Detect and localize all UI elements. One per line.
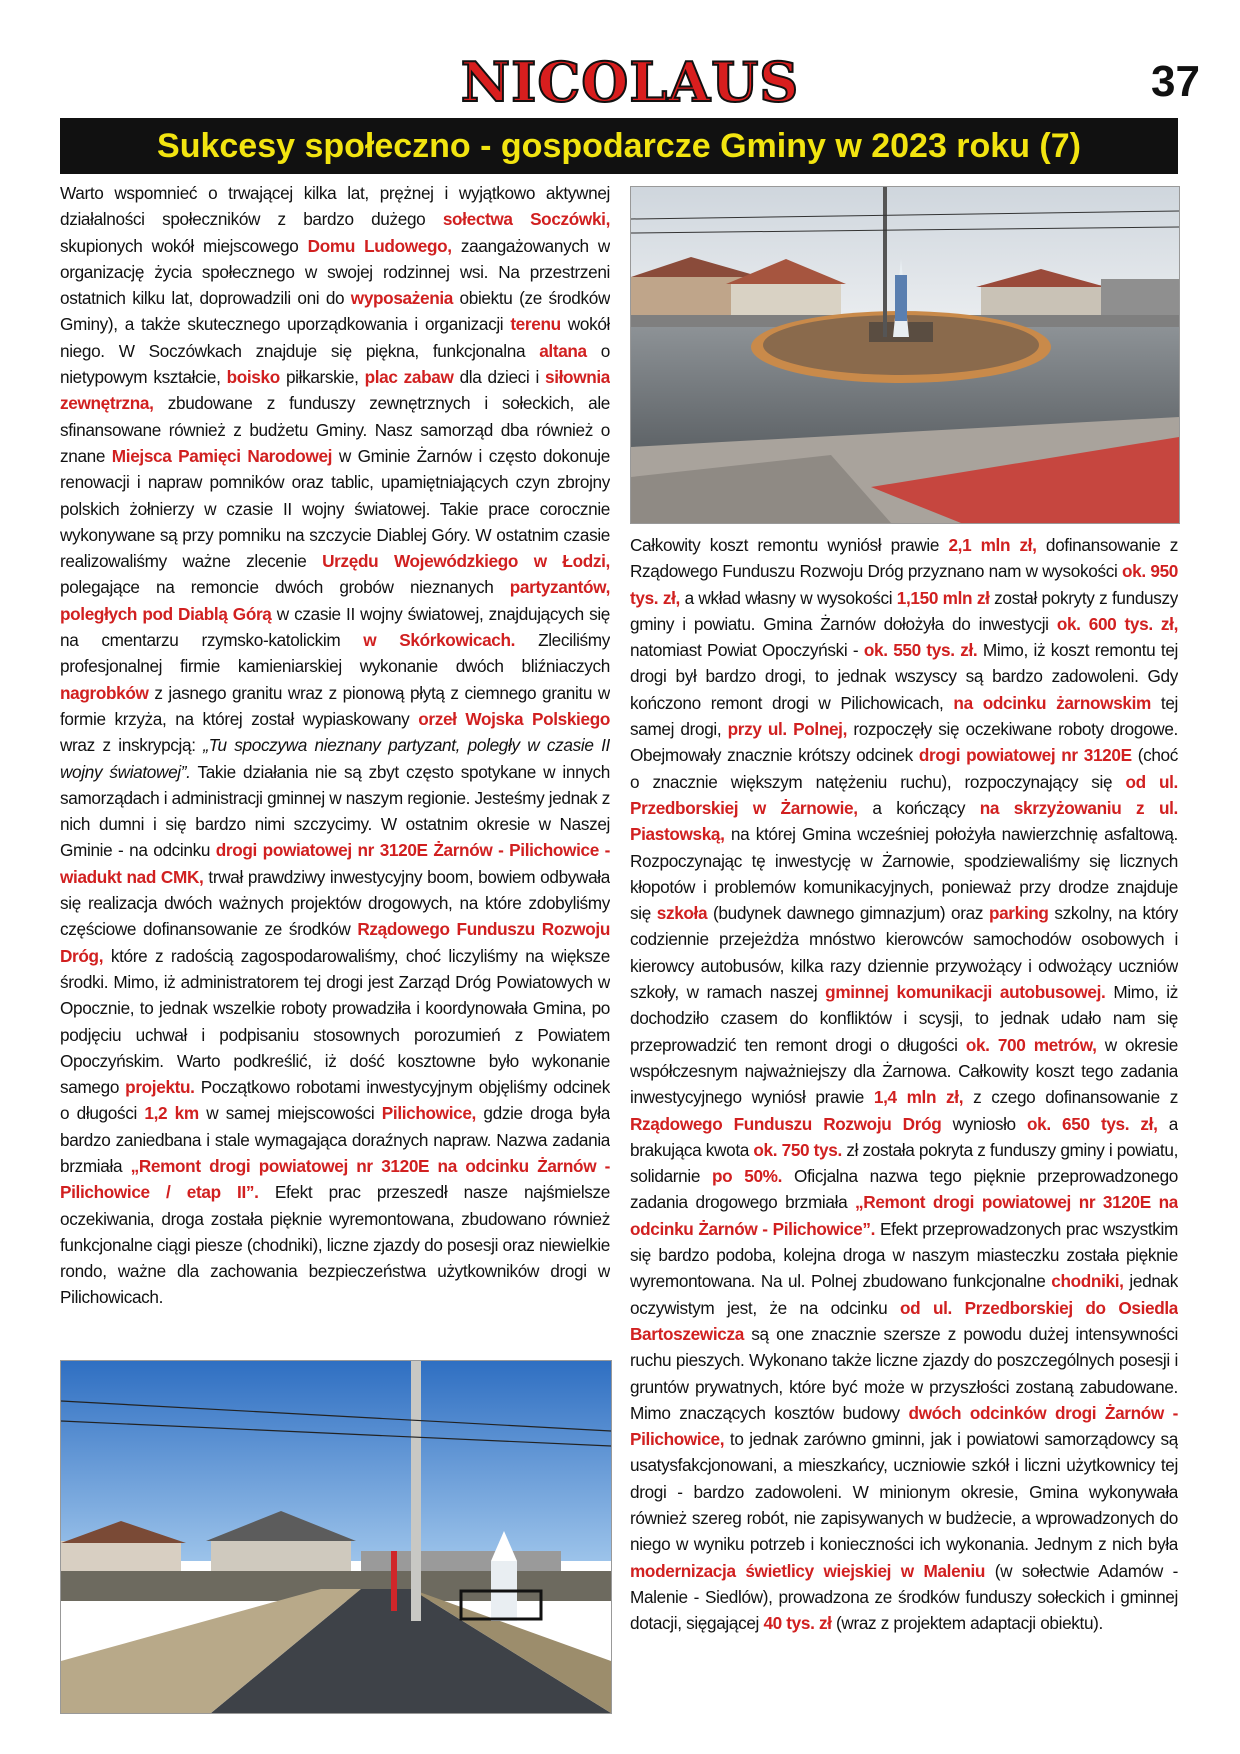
highlighted-text: boisko [226,367,280,388]
body-text: został pokryty z funduszy gminy i powiatu. Gmina Żarnów dołożyła do inwestycji [630,587,1178,634]
body-text: w Gminie Żarnów i często dokonuje renowacji i napraw pomników oraz tablic, upamiętniających czyn zbrojny polskich żołnierzy w czasie II wojny światowej. Takie prace corocznie wykonywane są przy pomniku na szczycie Diablej Góry. W ostatnim czasie realizowaliśmy ważne zlecenie [60,445,610,572]
highlighted-text: terenu [510,314,561,335]
body-text: piłkarskie, [279,367,365,388]
highlighted-text: siłownia zewnętrzna, [60,367,610,414]
italic-quote: „Tu spoczywa nieznany partyzant, poległy w czasie II wojny światowej”. [60,735,610,782]
highlighted-text: ok. 650 tys. zł, [1027,1113,1158,1134]
body-text: rozpoczęły się oczekiwane roboty drogowe. Obejmowały znacznie krótszy odcinek [630,719,1178,766]
highlighted-text: 1,2 km [144,1103,199,1124]
highlighted-text: Pilichowice, [381,1103,476,1124]
highlighted-text: drogi powiatowej nr 3120E [918,745,1132,766]
highlighted-text: orzeł Wojska Polskiego [418,708,610,729]
highlighted-text: Rządowego Funduszu Rozwoju Dróg, [60,919,610,966]
body-text: (w sołectwie Adamów - Malenie - Siedlów), prowadzona ze środków funduszy sołeckich i gminnej dotacji, sięgającej [630,1560,1178,1634]
left-paragraph [60,180,610,1311]
body-text: szkolny, na który codziennie przejeżdża mnóstwo kierowców samochodów osobowych i kierowcy autobusów, kilka razy dziennie przywożący i odwożący uczniów szkoły, w ramach naszej [630,903,1178,1003]
body-text: a brakująca kwota [630,1113,1178,1160]
highlighted-text: modernizacja świetlicy wiejskiej w Maleniu [630,1560,986,1581]
body-text: zbudowane z funduszy zewnętrznych i sołeckich, ale sfinansowane również z budżetu Gminy. Nasz samorząd dba również o znane [60,393,610,466]
highlighted-text: chodniki, [1051,1271,1124,1292]
highlighted-text: szkoła [656,903,708,924]
highlighted-text: Miejsca Pamięci Narodowej [111,445,333,466]
body-text: a kończący [857,797,980,818]
highlighted-text: dwóch odcinków drogi Żarnów - Pilichowice, [630,1402,1178,1450]
body-text: wokół niego. W Soczówkach znajduje się piękna, funkcjonalna [60,314,610,361]
body-text: Efekt prac przeszedł nasze najśmielsze oczekiwania, droga została pięknie wyremontowana, zbudowano również funkcjonalne ciągi piesze (chodniki), liczne zjazdy do posesji oraz niewielkie rondo, ważne dla zachowania bezpieczeństwa użytkowników drogi w Pilichowicach. [60,1182,610,1308]
highlighted-text: Rządowego Funduszu Rozwoju Dróg [630,1113,942,1134]
highlighted-text: Urzędu Wojewódzkiego w Łodzi, [322,551,610,572]
body-text: zł została pokryta z funduszy gminy i powiatu, solidarnie [630,1139,1178,1187]
highlighted-text: w Skórkowicach. [363,630,516,651]
highlighted-text: „Remont drogi powiatowej nr 3120E na odcinku Żarnów - Pilichowice / etap II”. [60,1155,610,1203]
highlighted-text: drogi powiatowej nr 3120E Żarnów - Pilichowice - wiadukt nad CMK, [60,840,610,887]
roundabout-photo [630,186,1180,524]
highlighted-text: wyposażenia [350,288,453,309]
body-text: (choć o znacznie większym natężeniu ruchu), rozpoczynający się [630,745,1178,792]
right-text-column [630,532,1178,1712]
highlighted-text: ok. 950 tys. zł, [630,561,1178,608]
body-text: jednak oczywistym jest, że na odcinku [630,1271,1178,1318]
body-text: polegające na remoncie dwóch grobów nieznanych [60,577,510,598]
body-text: skupionych wokół miejscowego [60,235,308,256]
body-text: na której Gmina wcześniej położyła nawierzchnię asfaltową. Rozpoczynając tę inwestycję w Żarnowie, spodziewaliśmy się licznych kłopotów i problemów komunikacyjnych, ponieważ przy drodze znajduje się [630,824,1178,924]
highlighted-text: na skrzyżowaniu z ul. Piastowską, [630,797,1178,845]
highlighted-text: plac zabaw [364,367,454,388]
highlighted-text: 1,150 mln zł [896,587,990,608]
highlighted-text: 2,1 mln zł, [948,535,1037,555]
body-text: gdzie droga była bardzo zaniedbana i stale wymagająca doraźnych napraw. Nazwa zadania brzmiała [60,1103,610,1176]
body-text: Początkowo robotami inwestycyjnym objęliśmy odcinek o długości [60,1077,610,1124]
highlighted-text: Domu Ludowego, [307,235,452,256]
highlighted-text: nagrobków [60,682,149,703]
body-text: o nietypowym kształcie, [60,340,610,388]
highlighted-text: parking [988,903,1049,924]
highlighted-text: na odcinku żarnowskim [953,692,1151,713]
highlighted-text: ok. 550 tys. zł. [863,640,978,661]
body-text: zaangażowanych w organizację życia społecznego w swojej rodzinnej wsi. Na przestrzeni ostatnich kilku lat, doprowadzili oni do [60,235,610,309]
body-text: Zleciliśmy profesjonalnej firmie kamieniarskiej wykonanie dwóch bliźniaczych [60,630,610,677]
article-title: Sukcesy społeczno - gospodarcze Gminy w 2023 roku (7) [60,118,1178,174]
highlighted-text: projektu. [125,1077,195,1098]
highlighted-text: ok. 700 metrów, [965,1034,1097,1055]
body-text: są one znacznie szersze z powodu dużej intensywności ruchu pieszych. Wykonano także liczne zjazdy do poszczególnych posesji i gruntów prywatnych, które być może w przyszłości zostaną zabudowane. Mimo znaczących kosztów budowy [630,1323,1178,1423]
left-text-column [60,180,610,1360]
highlighted-text: 40 tys. zł [763,1613,832,1634]
body-text: Warto wspomnieć o trwającej kilka lat, prężnej i wyjątkowo aktywnej działalności społeczników z bardzo dużego [60,183,610,230]
highlighted-text: partyzantów, poległych pod Diablą Górą [60,577,610,624]
body-text: które z radością zagospodarowaliśmy, choć liczyliśmy na większe środki. Mimo, iż administratorem tej drogi jest Zarząd Dróg Powiatowych w Opocznie, to jednak wszelkie roboty prowadziła i koordynowała Gmina, po podjęciu uchwał i podpisaniu stosownych porozumień z Powiatem Opoczyńskim. Warto podkreślić, iż dość kosztowne było wykonanie samego [60,945,610,1098]
body-text: tej samej drogi, [630,692,1178,740]
highlighted-text: gminnej komunikacji autobusowej. [825,982,1106,1003]
body-text: Całkowity koszt remontu wyniósł prawie [630,535,949,555]
body-text: w czasie II wojny światowej, znajdujących się na cmentarzu rzymsko-katolickim [60,603,610,651]
highlighted-text: „Remont drogi powiatowej nr 3120E na odcinku Żarnów - Pilichowice”. [630,1192,1178,1239]
body-text: dla dzieci i [453,367,545,388]
body-text: z czego dofinansowanie z [963,1087,1178,1108]
body-text: a wkład własny w wysokości [679,587,897,608]
highlighted-text: altana [539,340,587,361]
body-text: z jasnego granitu wraz z pionową płytą z ciemnego granitu w formie krzyża, na której został wypiaskowany [60,682,610,729]
body-text: wraz z inskrypcją: [60,735,204,756]
body-text: dofinansowanie z Rządowego Funduszu Rozwoju Dróg przyznano nam w wysokości [630,535,1178,582]
highlighted-text: ok. 750 tys. [753,1139,842,1160]
highlighted-text: przy ul. Polnej, [727,719,848,740]
body-text: wyniosło [941,1113,1028,1134]
highlighted-text: po 50%. [712,1166,783,1187]
right-paragraph [630,532,1178,1636]
body-text: Mimo, iż dochodziło czasem do konfliktów i scysji, to jednak udało nam się przeprowadzić ten remont drogi o długości [630,982,1178,1055]
body-text: Efekt przeprowadzonych prac wszystkim się bardzo podoba, kolejna droga w naszym miasteczku została pięknie wyremontowana. Na ul. Polnej zbudowano funkcjonalne [630,1218,1178,1292]
body-text: trwał prawdziwy inwestycyjny boom, bowiem odbywała się realizacja dwóch ważnych projektów drogowych, na które zdobyliśmy częściowe dofinansowanie ze środków [60,866,610,940]
body-text: w okresie współczesnym najważniejszy dla Żarnowa. Całkowity koszt tego zadania inwestycyjnego wyniósł prawie [630,1034,1178,1108]
body-text: (budynek dawnego gimnazjum) oraz [707,903,989,924]
highlighted-text: sołectwa Soczówki, [442,209,610,230]
body-text: Mimo, iż koszt remontu tej drogi był bardzo drogi, to jednak wszyscy są bardzo zadowoleni. Gdy kończono remont drogi w Pilichowicach, [630,640,1178,713]
body-text: w samej miejscowości [198,1103,382,1124]
masthead-logo: NICOLAUS [460,50,800,114]
highlighted-text: od ul. Przedborskiej w Żarnowie, [630,771,1178,818]
road-photo [60,1360,612,1714]
body-text: (wraz z projektem adaptacji obiektu). [831,1613,1103,1634]
page-number: 37 [1151,57,1200,106]
highlighted-text: ok. 600 tys. zł, [1056,613,1178,634]
body-text: Oficjalna nazwa tego pięknie przeprowadzonego zadania drogowego brzmiała [630,1166,1178,1213]
highlighted-text: od ul. Przedborskiej do Osiedla Bartoszewicza [630,1297,1178,1344]
body-text: Takie działania nie są zbyt często spotykane w innych samorządach i administracji gminnej w naszym regionie. Jesteśmy jednak z nich dumni i się bardzo nimi szczycimy. W ostatnim okresie w Naszej Gminie - na odcinku [60,761,610,861]
body-text: to jednak zarówno gminni, jak i powiatowi samorządowcy są usatysfakcjonowani, a mieszkańcy, uczniowie szkół i liczni użytkownicy tej drogi - bardzo zadowoleni. W minionym okresie, Gmina wykonywała również szereg robót, nie zapisywanych w budżecie, a wprowadzonych do niego w wyniku potrzeb i konieczności ich wykonania. Jednym z nich była [630,1429,1178,1555]
body-text: obiektu (ze środków Gminy), a także skutecznego uporządkowania i organizacji [60,288,610,335]
highlighted-text: 1,4 mln zł, [873,1087,964,1108]
body-text: natomiast Powiat Opoczyński - [630,640,864,661]
